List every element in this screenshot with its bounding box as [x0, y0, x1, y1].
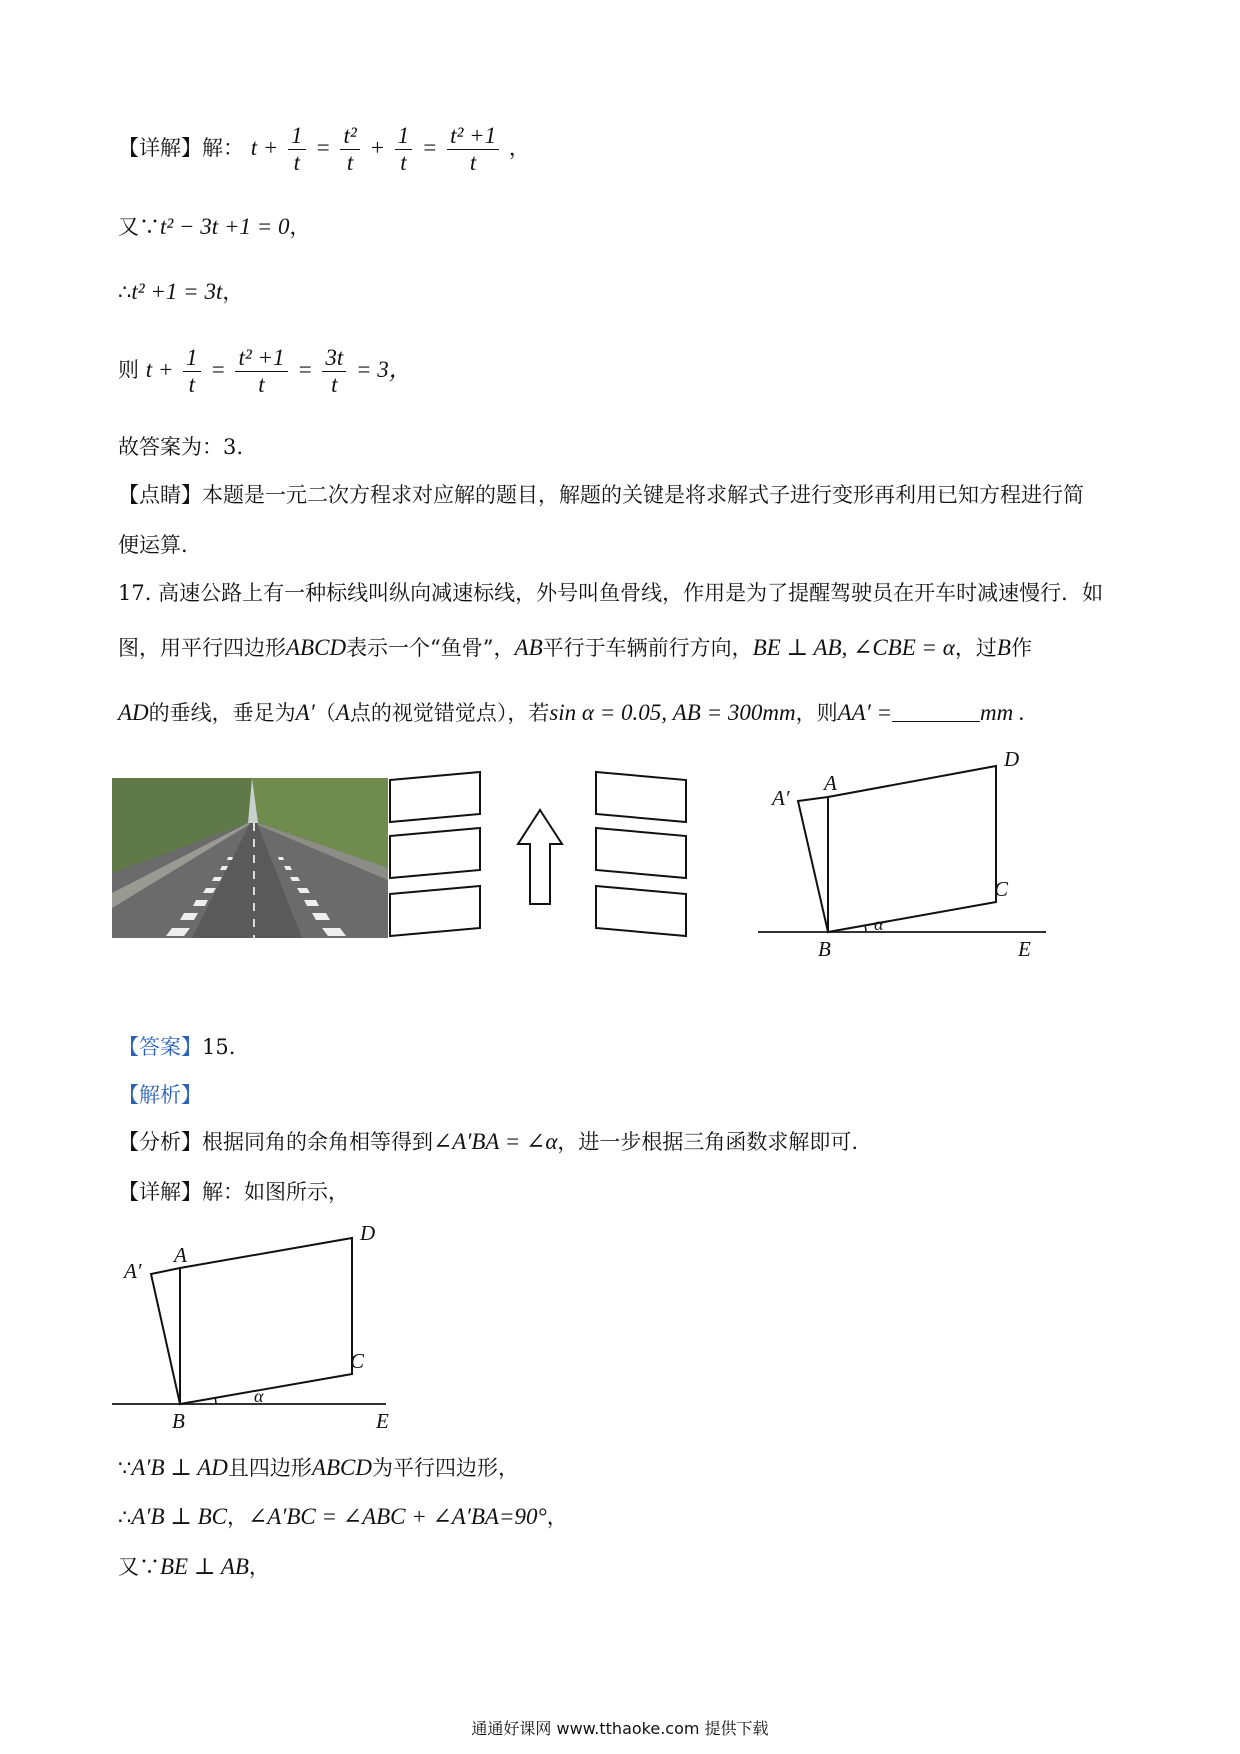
- analysis-tag: 【解析】: [118, 1083, 202, 1107]
- dianjing-line-2: 便运算.: [118, 533, 188, 557]
- label-alpha: α: [874, 914, 884, 934]
- fraction-1-over-t-b: $\frac{1}{t}$: [395, 123, 413, 176]
- up-arrow-icon: [516, 808, 564, 908]
- road-photo: [112, 778, 388, 938]
- fraction-1-over-t: $\frac{1}{t}$: [288, 123, 306, 176]
- detail-tag: 【详解】解：: [118, 136, 244, 160]
- fenxi-line: 【分析】根据同角的余角相等得到∠A′BA = ∠α，进一步根据三角函数求解即可.: [118, 1129, 859, 1154]
- label-C-2: C: [350, 1349, 365, 1373]
- derived-equation-line: ∴t² +1 = 3t，: [118, 279, 244, 304]
- given-equation-line: 又∵t² − 3t +1 = 0，: [118, 214, 311, 239]
- fishbone-markings-left: [388, 770, 488, 950]
- fishbone-markings-right: [594, 770, 694, 950]
- answer-statement: 故答案为：3.: [118, 435, 244, 459]
- parallelogram-figure-top: [756, 752, 1056, 964]
- parallelogram-figure-bottom: [110, 1222, 410, 1434]
- label-A-prime: A′: [772, 786, 790, 810]
- fraction-t2plus1-over-t: $\frac{\text{t² +1}}{t}$: [447, 123, 499, 176]
- label-A-2: A: [174, 1243, 187, 1267]
- detail-equation-line: 【详解】解： t + $\frac{1}{t}$ = $\frac{\text{t²}}{t}$ + $\frac{1}{t}$ = $\frac{\text{t² +1}}{t}$ ，: [118, 123, 530, 175]
- question-17-line-1: 17. 高速公路上有一种标线叫纵向减速标线，外号叫鱼骨线，作用是为了提醒驾驶员在开车时减速慢行．如: [118, 581, 1104, 605]
- fraction-3t-over-t: $\frac{3t}{t}$: [322, 345, 346, 398]
- label-D-2: D: [360, 1222, 376, 1245]
- derived-equation: t² +1 = 3t: [131, 279, 223, 304]
- given-equation: t² − 3t +1 = 0: [160, 214, 290, 239]
- fraction-t2-over-t: $\frac{\text{t²}}{t}$: [340, 123, 359, 176]
- label-E-2: E: [376, 1409, 389, 1433]
- label-C: C: [994, 877, 1009, 901]
- answer-value: 15.: [202, 1035, 236, 1059]
- answer-tag: 【答案】: [118, 1035, 202, 1059]
- fraction-1-over-t-c: $\frac{1}{t}$: [183, 345, 201, 398]
- question-17-line-2: 图，用平行四边形ABCD表示一个“鱼骨”，AB平行于车辆前行方向，BE ⊥ AB, ∠CBE = α，过B作: [118, 635, 1032, 660]
- proof-line-1: ∵A′B ⊥ AD且四边形ABCD为平行四边形，: [118, 1455, 519, 1480]
- answer-blank: [892, 699, 980, 722]
- angle-equality: ∠A′BA = ∠α: [433, 1129, 558, 1154]
- answer-line: [118, 1032, 235, 1062]
- proof-line-2: ∴A′B ⊥ BC，∠A′BC = ∠ABC + ∠A′BA=90°，: [118, 1504, 568, 1529]
- label-E: E: [1018, 937, 1031, 961]
- proof-line-3: 又∵BE ⊥ AB，: [118, 1554, 270, 1579]
- page-footer: 通通好课网 www.tthaoke.com 提供下载: [471, 1719, 769, 1738]
- label-alpha-2: α: [254, 1386, 264, 1406]
- question-17-line-3: AD的垂线，垂足为A′（A点的视觉错觉点），若sin α = 0.05, AB = 300mm，则AA′ = mm .: [118, 700, 1025, 725]
- dianjing-line-1: 【点睛】本题是一元二次方程求对应解的题目，解题的关键是将求解式子进行变形再利用已知方程进行简: [118, 483, 1084, 507]
- label-D: D: [1004, 752, 1020, 771]
- fraction-t2plus1-over-t-b: $\frac{\text{t² +1}}{t}$: [235, 345, 287, 398]
- expr-lead-t: t +: [250, 135, 279, 160]
- result-equation-line: 则 t + $\frac{1}{t}$ = $\frac{\text{t² +1}}{t}$ = $\frac{3t}{t}$ = 3，: [118, 345, 412, 397]
- label-B-2: B: [172, 1409, 185, 1433]
- label-A: A: [824, 771, 837, 795]
- label-B: B: [818, 937, 831, 961]
- label-A-prime-2: A′: [124, 1259, 142, 1283]
- xiangjie-line: 【详解】解：如图所示，: [118, 1180, 349, 1204]
